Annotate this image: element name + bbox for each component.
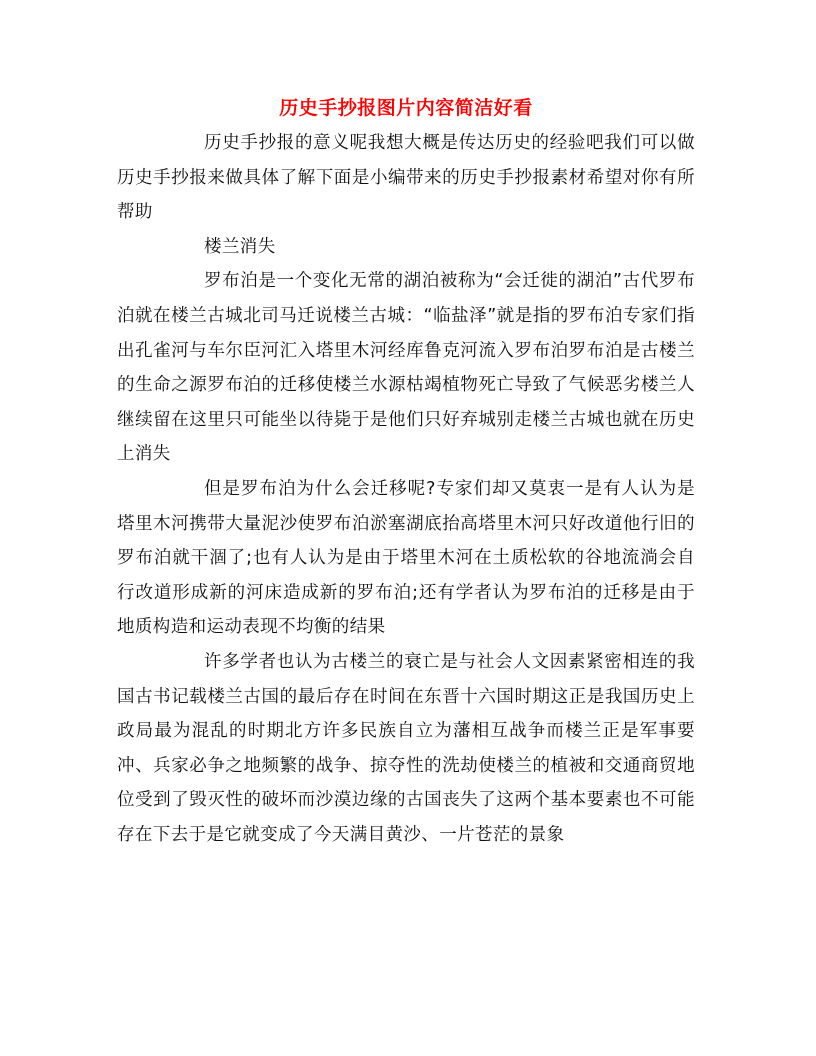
body-paragraph: 但是罗布泊为什么会迁移呢?专家们却又莫衷一是有人认为是塔里木河携带大量泥沙使罗布泊淤塞湖底抬高塔里木河只好改道他行旧的罗布泊就干涸了;也有人认为是由于塔里木河在土质松软的谷地流淌会自行改道形成新的河床造成新的罗布泊;还有学者认为罗布泊的迁移是由于地质构造和运动表现不均衡的结果 <box>117 478 695 638</box>
intro-paragraph: 历史手抄报的意义呢我想大概是传达历史的经验吧我们可以做历史手抄报来做具体了解下面是小编带来的历史手抄报素材希望对你有所帮助 <box>117 133 695 223</box>
page-title: 历史手抄报图片内容简洁好看 <box>279 97 533 119</box>
document-body <box>117 92 695 852</box>
section-heading: 楼兰消失 <box>204 236 276 257</box>
body-paragraph: 许多学者也认为古楼兰的衰亡是与社会人文因素紧密相连的我国古书记载楼兰古国的最后存在时间在东晋十六国时期这正是我国历史上政局最为混乱的时期北方许多民族自立为藩相互战争而楼兰正是军事要冲、兵家必争之地频繁的战争、掠夺性的洗劫使楼兰的植被和交通商贸地位受到了毁灭性的破坏而沙漠边缘的古国丧失了这两个基本要素也不可能存在下去于是它就变成了今天满目黄沙、一片苍茫的景象 <box>117 651 695 845</box>
body-paragraph: 罗布泊是一个变化无常的湖泊被称为“会迁徙的湖泊”古代罗布泊就在楼兰古城北司马迁说楼兰古城：“临盐泽”就是指的罗布泊专家们指出孔雀河与车尔臣河汇入塔里木河经库鲁克河流入罗布泊罗布泊是古楼兰的生命之源罗布泊的迁移使楼兰水源枯竭植物死亡导致了气候恶劣楼兰人继续留在这里只可能坐以待毙于是他们只好弃城别走楼兰古城也就在历史上消失 <box>117 271 695 465</box>
